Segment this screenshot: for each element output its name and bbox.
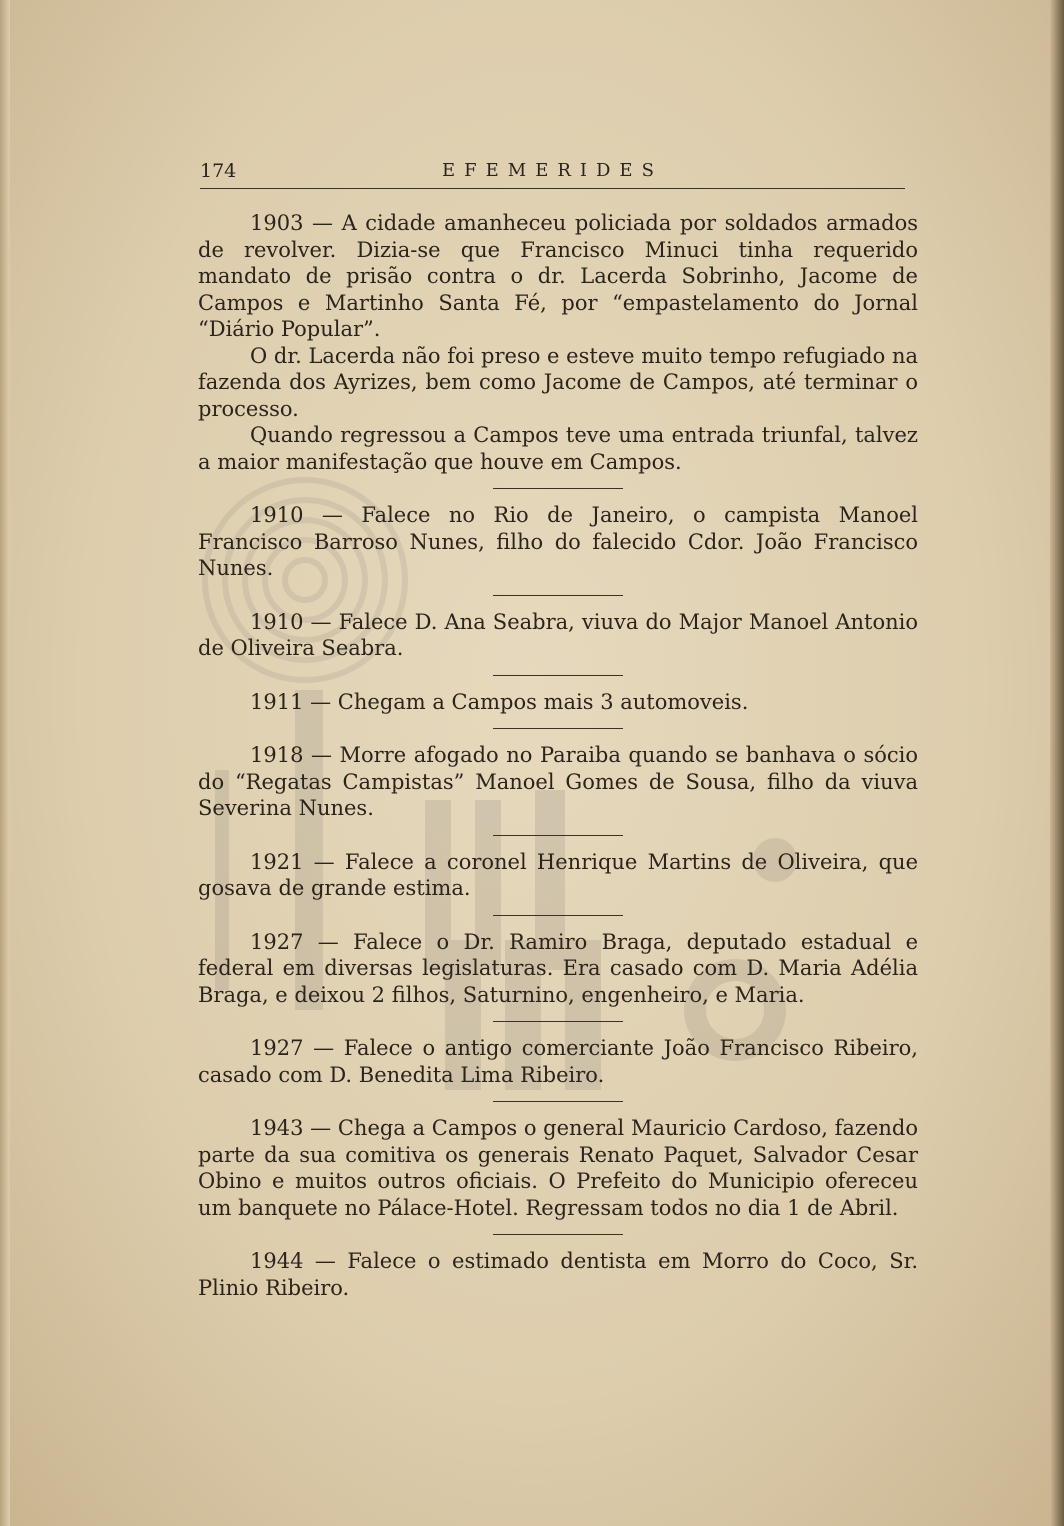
- separator-rule: [493, 1101, 623, 1102]
- entry-1921: [198, 849, 918, 902]
- entry-paragraph: 1943 — Chega a Campos o general Mauricio Cardoso, fazendo parte da sua comitiva os generais Renato Paquet, Salvador Cesar Obino e muitos outros oficiais. O Prefeito do Municipio ofereceu um banquete no Pálace-Hotel. Regressam todos no dia 1 de Abril.: [198, 1116, 918, 1220]
- entry-1943: [198, 1115, 918, 1221]
- separator-rule: [493, 835, 623, 836]
- entry-1927-b: [198, 1035, 918, 1088]
- entry-1910-a: [198, 502, 918, 582]
- entry-paragraph: Quando regressou a Campos teve uma entrada triunfal, talvez a maior manifestação que houve em Campos.: [198, 423, 918, 474]
- entries-list: [198, 210, 918, 1301]
- entry-paragraph: 1910 — Falece no Rio de Janeiro, o campista Manoel Francisco Barroso Nunes, filho do falecido Cdor. João Francisco Nunes.: [198, 503, 918, 580]
- separator-rule: [493, 488, 623, 489]
- entry-1910-b: [198, 609, 918, 662]
- entry-paragraph: 1903 — A cidade amanheceu policiada por soldados armados de revolver. Dizia-se que Francisco Minuci tinha requerido mandato de prisão contra o dr. Lacerda Sobrinho, Jacome de Campos e Martinho Santa Fé, por “empastelamento do Jornal “Diário Popular”.: [198, 211, 918, 341]
- entry-paragraph: 1911 — Chegam a Campos mais 3 automoveis.: [250, 689, 749, 714]
- entry-1911: [198, 689, 918, 716]
- separator-rule: [493, 1021, 623, 1022]
- page-edge-left: [0, 0, 10, 1526]
- running-title: EFEMERIDES: [442, 160, 663, 181]
- entry-paragraph: 1927 — Falece o Dr. Ramiro Braga, deputado estadual e federal em diversas legislaturas. Era casado com D. Maria Adélia Braga, e deixou 2 filhos, Saturnino, engenheiro, e Maria.: [198, 929, 918, 1007]
- entry-paragraph: 1918 — Morre afogado no Paraiba quando se banhava o sócio do “Regatas Campistas” Manoel Gomes de Sousa, filho da viuva Severina Nunes.: [198, 743, 918, 820]
- separator-rule: [493, 1234, 623, 1235]
- entry-1903: [198, 210, 918, 475]
- entry-1918: [198, 742, 918, 822]
- entry-paragraph: 1944 — Falece o estimado dentista em Morro do Coco, Sr. Plinio Ribeiro.: [198, 1249, 918, 1300]
- entry-paragraph: O dr. Lacerda não foi preso e esteve muito tempo refugiado na fazenda dos Ayrizes, bem como Jacome de Campos, até terminar o processo.: [198, 343, 918, 421]
- entry-1927-a: [198, 929, 918, 1009]
- separator-rule: [493, 595, 623, 596]
- page-number: 174: [200, 160, 237, 182]
- page-edge-right: [1050, 0, 1064, 1526]
- separator-rule: [493, 675, 623, 676]
- running-header: [200, 160, 905, 189]
- entry-paragraph: 1921 — Falece a coronel Henrique Martins de Oliveira, que gosava de grande estima.: [198, 849, 918, 900]
- separator-rule: [493, 728, 623, 729]
- entry-1944: [198, 1248, 918, 1301]
- entry-paragraph: 1910 — Falece D. Ana Seabra, viuva do Major Manoel Antonio de Oliveira Seabra.: [198, 609, 918, 660]
- separator-rule: [493, 915, 623, 916]
- entry-paragraph: 1927 — Falece o antigo comerciante João Francisco Ribeiro, casado com D. Benedita Lima Ribeiro.: [198, 1036, 918, 1087]
